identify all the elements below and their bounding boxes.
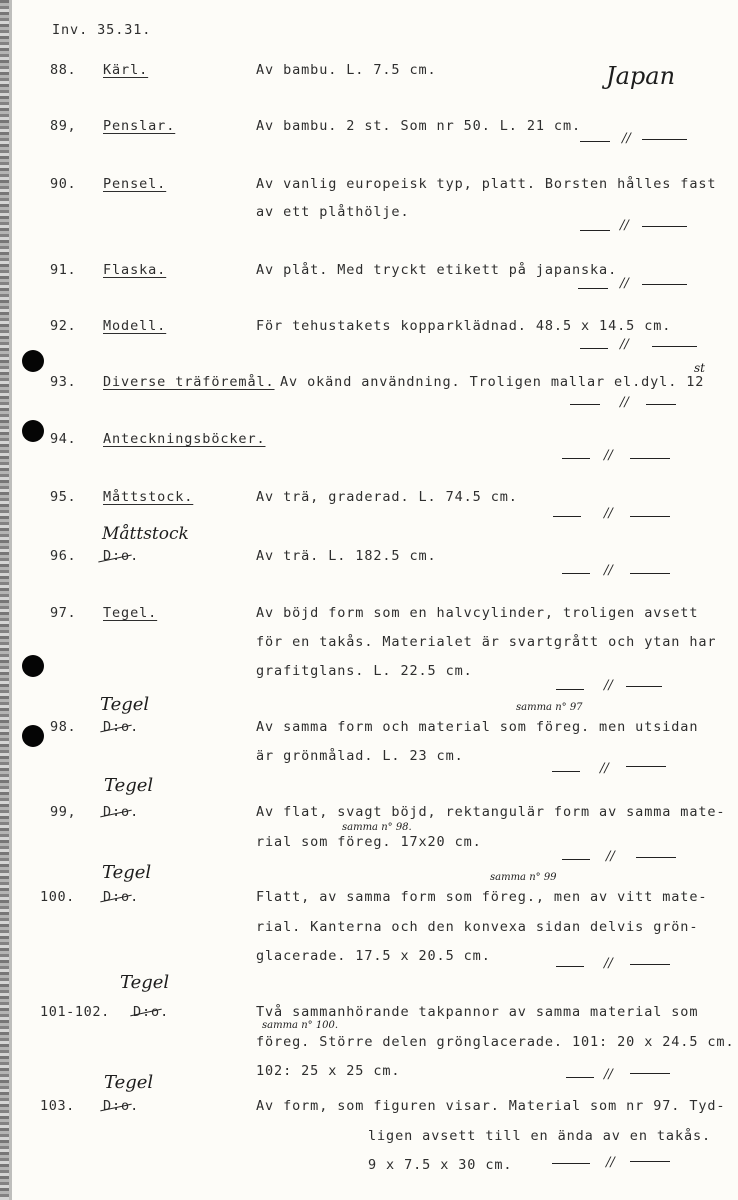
handwritten-tegel: Tegel — [104, 775, 154, 796]
entry-description: grafitglans. L. 22.5 cm. — [256, 663, 473, 679]
entry-name: Kärl. — [103, 62, 149, 78]
entry-description: rial som föreg. 17x20 cm. — [256, 834, 482, 850]
handwritten-mattstock: Måttstock — [102, 524, 189, 544]
ditto-mark: // — [604, 678, 613, 693]
ditto-mark — [552, 771, 580, 772]
entry-description: Av bambu. L. 7.5 cm. — [256, 62, 437, 78]
ditto-mark — [553, 516, 581, 517]
entry-description: rial. Kanterna och den konvexa sidan delvis grön- — [256, 919, 699, 935]
ditto-mark: // — [604, 506, 613, 521]
entry-name: Diverse träföremål. — [103, 374, 275, 390]
ditto-mark — [626, 766, 666, 767]
entry-description: för en takås. Materialet är svartgrått och ytan har — [256, 634, 717, 650]
entry-description: För tehustakets kopparklädnad. 48.5 x 14.5 cm. — [256, 318, 672, 334]
ditto-mark — [556, 689, 584, 690]
ditto-mark — [630, 573, 670, 574]
ditto-mark: // — [620, 395, 629, 410]
entry-description: Av flat, svagt böjd, rektangulär form av samma mate- — [256, 804, 726, 820]
entry-description: ligen avsett till en ända av en takås. — [368, 1128, 712, 1144]
ditto-mark — [630, 1161, 670, 1162]
binding-edge — [0, 0, 9, 1200]
binding-edge-line — [9, 0, 12, 1200]
entry-name: Penslar. — [103, 118, 176, 134]
entry-description: glacerade. 17.5 x 20.5 cm. — [256, 948, 491, 964]
handwritten-tegel: Tegel — [120, 972, 170, 993]
ditto-mark — [562, 458, 590, 459]
entry-number: 100. — [40, 889, 75, 905]
entry-description: är grönmålad. L. 23 cm. — [256, 748, 464, 764]
handwritten-tegel: Tegel — [102, 862, 152, 883]
entry-number: 101-102. — [40, 1004, 110, 1020]
ditto-mark — [580, 230, 610, 231]
ditto-mark — [642, 139, 687, 140]
ditto-mark: // — [620, 276, 629, 291]
ditto-mark: // — [620, 337, 629, 352]
punch-hole — [22, 420, 44, 442]
ditto-mark — [646, 404, 676, 405]
entry-description: Av form, som figuren visar. Material som nr 97. Tyd- — [256, 1098, 726, 1114]
entry-name: Tegel. — [103, 605, 158, 621]
inventory-number: Inv. 35.31. — [52, 22, 152, 38]
ditto-mark — [562, 859, 590, 860]
entry-number: 95. — [50, 489, 77, 505]
handwritten-note-st: st — [694, 361, 705, 375]
ditto-mark — [570, 404, 600, 405]
ditto-mark — [630, 516, 670, 517]
handwritten-samma: samma n° 98. — [342, 822, 412, 833]
handwritten-tegel: Tegel — [100, 694, 150, 715]
entry-name: Modell. — [103, 318, 167, 334]
ditto-mark: // — [622, 131, 631, 146]
ditto-mark: // — [604, 1067, 613, 1082]
ditto-mark — [642, 284, 687, 285]
entry-number: 88. — [50, 62, 77, 78]
ditto-mark: // — [604, 956, 613, 971]
ditto-mark: // — [604, 448, 613, 463]
entry-number: 92. — [50, 318, 77, 334]
handwritten-samma: samma n° 99 — [490, 872, 557, 883]
entry-description: Två sammanhörande takpannor av samma material som — [256, 1004, 699, 1020]
ditto-mark — [556, 966, 584, 967]
entry-number: 94. — [50, 431, 77, 447]
entry-number: 89, — [50, 118, 77, 134]
punch-hole — [22, 655, 44, 677]
entry-name: D:o. — [103, 719, 140, 735]
punch-hole — [22, 350, 44, 372]
entry-description: 9 x 7.5 x 30 cm. — [368, 1157, 513, 1173]
entry-description: Av bambu. 2 st. Som nr 50. L. 21 cm. — [256, 118, 581, 134]
entry-description: Av vanlig europeisk typ, platt. Borsten hålles fast — [256, 176, 717, 192]
entry-description: Av samma form och material som föreg. men utsidan — [256, 719, 699, 735]
ditto-mark — [552, 1163, 590, 1164]
entry-name: Anteckningsböcker. — [103, 431, 266, 447]
entry-number: 98. — [50, 719, 77, 735]
ditto-mark — [630, 1073, 670, 1074]
entry-number: 93. — [50, 374, 77, 390]
ditto-mark — [626, 686, 662, 687]
entry-description: Av trä. L. 182.5 cm. — [256, 548, 437, 564]
handwritten-tegel: Tegel — [104, 1072, 154, 1093]
entry-name: D:o. — [103, 889, 140, 905]
ditto-mark — [636, 857, 676, 858]
entry-description: Av plåt. Med tryckt etikett på japanska. — [256, 262, 618, 278]
ditto-mark — [642, 226, 687, 227]
entry-name: Pensel. — [103, 176, 167, 192]
entry-description: 102: 25 x 25 cm. — [256, 1063, 401, 1079]
ditto-mark: // — [604, 563, 613, 578]
entry-description: Av böjd form som en halvcylinder, troligen avsett — [256, 605, 699, 621]
entry-number: 97. — [50, 605, 77, 621]
ditto-mark — [562, 573, 590, 574]
entry-name: Flaska. — [103, 262, 167, 278]
entry-name: D:o. — [103, 548, 140, 564]
ditto-mark — [580, 141, 610, 142]
ditto-mark: // — [606, 1155, 615, 1170]
entry-description: Av okänd användning. Troligen mallar el.dyl. 12 — [280, 374, 705, 390]
entry-number: 96. — [50, 548, 77, 564]
entry-number: 91. — [50, 262, 77, 278]
entry-name: D:o. — [133, 1004, 170, 1020]
handwritten-samma: samma n° 100. — [262, 1020, 339, 1031]
ditto-mark — [578, 288, 608, 289]
entry-description: av ett plåthölje. — [256, 204, 410, 220]
entry-name: D:o. — [103, 1098, 140, 1114]
entry-number: 99, — [50, 804, 77, 820]
entry-description: Av trä, graderad. L. 74.5 cm. — [256, 489, 518, 505]
ditto-mark: // — [620, 218, 629, 233]
entry-description: Flatt, av samma form som föreg., men av vitt mate- — [256, 889, 708, 905]
handwritten-japan: Japan — [606, 62, 676, 90]
punch-hole — [22, 725, 44, 747]
ditto-mark — [566, 1077, 594, 1078]
ditto-mark — [652, 346, 697, 347]
entry-description: föreg. Större delen grönglacerade. 101: 20 x 24.5 cm. — [256, 1034, 735, 1050]
entry-number: 103. — [40, 1098, 75, 1114]
entry-number: 90. — [50, 176, 77, 192]
ditto-mark — [630, 964, 670, 965]
ditto-mark — [580, 348, 608, 349]
ditto-mark — [630, 458, 670, 459]
ditto-mark: // — [600, 761, 609, 776]
handwritten-samma: samma n° 97 — [516, 702, 583, 713]
ditto-mark: // — [606, 849, 615, 864]
entry-name: Måttstock. — [103, 489, 194, 505]
entry-name: D:o. — [103, 804, 140, 820]
